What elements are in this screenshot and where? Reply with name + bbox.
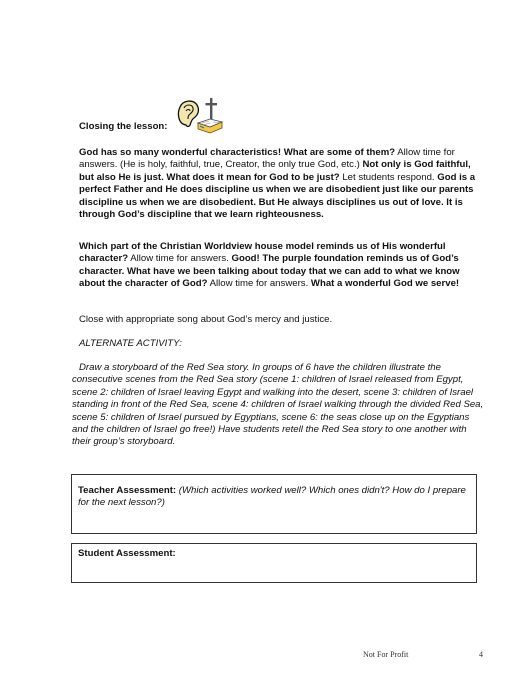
paragraph-worldview bbox=[79, 241, 479, 291]
para1-text-1: God has so many wonderful characteristics! What are some of them? bbox=[79, 147, 396, 158]
para1-text-3: Not only is God faithful, but also He is just. bbox=[79, 159, 471, 183]
para1-text-6: God is a perfect Father and He does discipline us when we are disobedient just like our parents discipline us when we are disobedient. But He always disciplines us out of love. It is through God’s discipline that we learn righteousness. bbox=[79, 171, 476, 221]
alternate-activity-text: Draw a storyboard of the Red Sea story. In groups of 6 have the children illustrate the consecutive scenes from the Red Sea story (scene 1: children of Israel released from Egypt, scene 2: children of Israel leaving Egypt and walking into the desert, scene 3: children of Israel standing in front of the Red Sea, scene 4: children of Israel walking through the divided Red Sea, scene 5: children of Israel pursued by Egyptians, scene 6: the seas close up on the Egyptians and the children of Israel go free!) Have students retell the Red Sea story to one another with their group’s storyboard. bbox=[72, 362, 484, 448]
para2-text-1: Which part of the Christian Worldview house model reminds us of His wonderful character? bbox=[79, 241, 446, 265]
cross-icon bbox=[206, 98, 218, 120]
closing-icon-group bbox=[176, 97, 224, 135]
para2-text-3: Good! The purple foundation reminds us of God’s character. What have we been talking about today that we can add to what we know about the character of God? bbox=[79, 253, 460, 290]
closing-illustration bbox=[176, 97, 224, 135]
teacher-assessment-box[interactable] bbox=[71, 474, 477, 534]
para2-text-2: Allow time for answers. bbox=[128, 253, 232, 265]
page-number: 4 bbox=[479, 650, 483, 659]
paragraph-closing-song: Close with appropriate song about God’s mercy and justice. bbox=[79, 314, 333, 325]
paragraph-alternate-activity bbox=[72, 362, 484, 449]
student-assessment-label: Student Assessment: bbox=[78, 548, 176, 559]
para1-text-4: What does it mean for God to be just? bbox=[163, 171, 340, 183]
alternate-activity-heading: ALTERNATE ACTIVITY: bbox=[79, 338, 182, 349]
para1-text-2: Allow time for answers. (He is holy, faithful, true, Creator, the only true God, etc.) bbox=[79, 147, 455, 171]
para1-text-5: Let students respond. bbox=[339, 171, 438, 183]
teacher-assessment-prompt: (Which activities worked well? Which ones didn't? How do I prepare for the next lesson?) bbox=[78, 485, 466, 509]
para2-text-4: Allow time for answers. bbox=[207, 278, 311, 290]
paragraph-characteristics bbox=[79, 147, 479, 221]
closing-heading: Closing the lesson: bbox=[79, 121, 168, 132]
teacher-assessment-label: Teacher Assessment: bbox=[78, 485, 177, 496]
student-assessment-box[interactable] bbox=[71, 543, 477, 583]
para2-text-5: What a wonderful God we serve! bbox=[310, 278, 460, 290]
footer-text: Not For Profit bbox=[363, 650, 409, 659]
book-icon bbox=[198, 119, 222, 133]
ear-icon bbox=[178, 101, 198, 126]
